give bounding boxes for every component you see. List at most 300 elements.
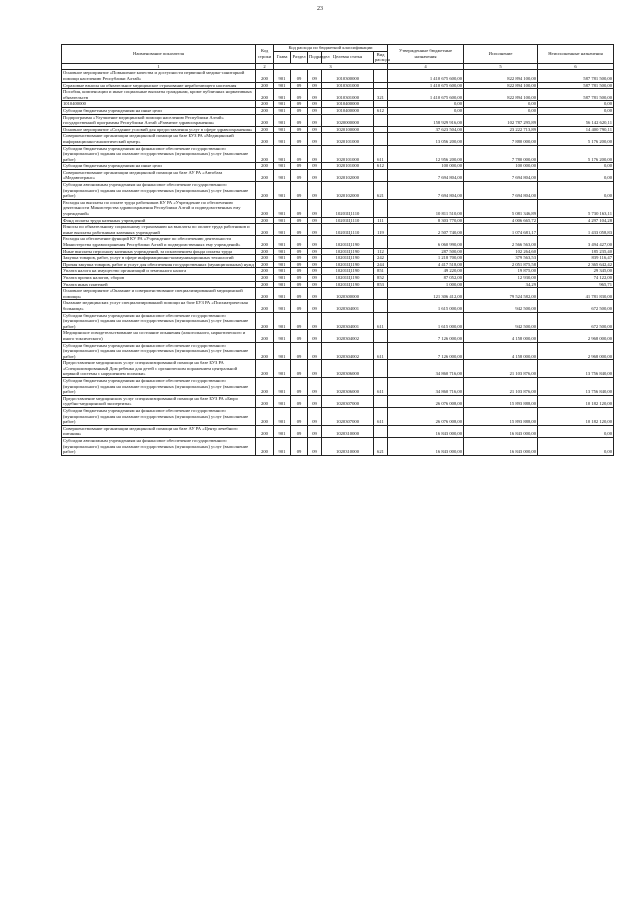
table-row [62,378,614,396]
row-approved: 1 615 000,00 [388,312,464,330]
row-line-code: 200 [256,274,274,281]
row-expense-type [374,236,388,248]
row-execution: 379 563,53 [464,255,538,262]
row-subsection: 09 [308,114,322,126]
row-line-code: 200 [256,395,274,407]
row-subsection: 09 [308,300,322,312]
row-unexecuted: 672 500,00 [538,312,614,330]
row-approved: 0,00 [388,107,464,114]
row-target: 1020310000 [322,425,374,437]
row-subsection: 09 [308,224,322,236]
row-target: 1020304001 [322,300,374,312]
row-chapter: 901 [274,114,291,126]
row-unexecuted: 839 116,47 [538,255,614,262]
row-execution: 102 264,60 [464,248,538,255]
row-subsection: 09 [308,182,322,200]
row-execution: 16 843 000,00 [464,438,538,456]
row-name: 1010400000 [62,101,256,108]
table-row [62,133,614,145]
row-expense-type: 853 [374,281,388,288]
row-chapter: 901 [274,425,291,437]
row-approved: 8 303 770,00 [388,217,464,224]
row-target: 1020304002 [322,330,374,342]
row-approved: 87 052,00 [388,274,464,281]
page-number: 23 [317,6,323,12]
row-expense-type: 119 [374,224,388,236]
row-line-code: 200 [256,145,274,163]
row-subsection: 09 [308,169,322,181]
row-unexecuted: 0,00 [538,182,614,200]
row-subsection: 09 [308,217,322,224]
row-approved: 26 076 008,00 [388,395,464,407]
row-line-code: 200 [256,360,274,378]
row-chapter: 901 [274,281,291,288]
row-subsection: 09 [308,70,322,82]
row-expense-type [374,199,388,217]
row-name: Основное мероприятие «Повышение качества и доступности первичной медико-санитарной помощи населению Республики Алтай» [62,70,256,82]
row-target: 1020102000 [322,169,374,181]
row-target: 1020101000 [322,145,374,163]
table-row [62,248,614,255]
row-expense-type [374,330,388,342]
row-line-code: 200 [256,300,274,312]
row-execution: 0,00 [464,107,538,114]
row-unexecuted: 0,00 [538,438,614,456]
row-name: Субсидии бюджетным учреждениям на финансовое обеспечение государственного (муниципального) задания на оказание государственных (муниципальных) услуг (выполнение работ) [62,342,256,360]
row-expense-type [374,395,388,407]
row-execution: 942 500,00 [464,312,538,330]
row-unexecuted: 2 968 000,00 [538,342,614,360]
row-subsection: 09 [308,408,322,426]
row-name: Уплата прочих налогов, сборов [62,274,256,281]
row-section: 09 [291,199,308,217]
row-execution: 19 875,00 [464,268,538,275]
row-execution: 2 566 563,00 [464,236,538,248]
row-unexecuted: 672 500,00 [538,300,614,312]
row-approved: 49 220,00 [388,268,464,275]
row-target: 1020304001 [322,312,374,330]
table-row [62,114,614,126]
table-row [62,274,614,281]
row-execution: 7 694 804,00 [464,182,538,200]
row-unexecuted: 14 400 790,11 [538,126,614,133]
row-line-code: 200 [256,378,274,396]
row-subsection: 09 [308,342,322,360]
row-section: 09 [291,342,308,360]
row-target: 1010400000 [322,107,374,114]
row-unexecuted: 5 176 200,00 [538,133,614,145]
row-subsection: 09 [308,248,322,255]
header-subsection: Подраздел [308,51,322,63]
table-body [62,70,614,455]
row-chapter: 901 [274,182,291,200]
row-chapter: 901 [274,169,291,181]
row-section: 09 [291,438,308,456]
row-execution: 100 000,00 [464,163,538,170]
row-execution: 12 930,00 [464,274,538,281]
table-row [62,145,614,163]
row-unexecuted: 2 968 000,00 [538,330,614,342]
row-execution: 7 780 000,00 [464,145,538,163]
row-expense-type: 621 [374,182,388,200]
row-section: 09 [291,360,308,378]
row-section: 09 [291,408,308,426]
row-target: 10201Ц1190 [322,268,374,275]
header-bk-group: Код расхода по бюджетной классификации [274,45,388,52]
row-execution: 23 222 713,89 [464,126,538,133]
row-unexecuted: 185 235,40 [538,248,614,255]
row-name: Предоставление медицинских услуг специализированной помощи на базе БУЗ РА «Бюро судебно-медицинской экспертизы» [62,395,256,407]
row-chapter: 901 [274,236,291,248]
row-approved: 12 956 200,00 [388,145,464,163]
header-row-1 [62,45,614,52]
row-approved: 1 218 700,00 [388,255,464,262]
row-execution: 822 894 100,00 [464,70,538,82]
row-chapter: 901 [274,438,291,456]
header-approved: Утвержденные бюджетные назначения [388,45,464,64]
row-expense-type: 611 [374,408,388,426]
row-target: 1020310000 [322,438,374,456]
row-chapter: 901 [274,395,291,407]
row-chapter: 901 [274,199,291,217]
row-chapter: 901 [274,248,291,255]
row-execution: 5 081 346,89 [464,199,538,217]
row-chapter: 901 [274,330,291,342]
row-target: 1010301000 [322,89,374,101]
header-name: Наименование показателя [62,45,256,64]
row-line-code: 200 [256,182,274,200]
row-unexecuted: 587 781 500,00 [538,89,614,101]
row-chapter: 901 [274,70,291,82]
row-subsection: 09 [308,261,322,268]
row-section: 09 [291,255,308,262]
row-execution: 15 893 888,00 [464,395,538,407]
row-chapter: 901 [274,288,291,300]
row-target: 1010300000 [322,70,374,82]
row-expense-type: 621 [374,438,388,456]
row-name: Субсидии бюджетным учреждениям на иные цели [62,107,256,114]
row-unexecuted: 2 365 642,42 [538,261,614,268]
table-row [62,268,614,275]
row-unexecuted: 965,71 [538,281,614,288]
row-approved: 287 500,00 [388,248,464,255]
row-section: 09 [291,145,308,163]
row-line-code: 200 [256,330,274,342]
row-line-code: 200 [256,199,274,217]
row-subsection: 09 [308,101,322,108]
row-unexecuted: 10 182 120,00 [538,408,614,426]
row-approved: 7 126 000,00 [388,330,464,342]
row-approved: 13 056 200,00 [388,133,464,145]
row-unexecuted: 74 122,00 [538,274,614,281]
header-unexecuted: Неисполненные назначения [538,45,614,64]
row-unexecuted: 56 142 620,11 [538,114,614,126]
row-line-code: 200 [256,425,274,437]
row-chapter: 901 [274,145,291,163]
row-approved: 6 060 990,00 [388,236,464,248]
table-row [62,342,614,360]
row-unexecuted: 41 781 830,00 [538,288,614,300]
row-section: 09 [291,82,308,89]
row-section: 09 [291,163,308,170]
table-row [62,217,614,224]
row-unexecuted: 0,00 [538,163,614,170]
row-chapter: 901 [274,126,291,133]
row-chapter: 901 [274,274,291,281]
row-target: 1020102000 [322,182,374,200]
row-expense-type [374,82,388,89]
row-expense-type [374,70,388,82]
row-subsection: 09 [308,133,322,145]
row-line-code: 200 [256,89,274,101]
header-line-code: Код строки [256,45,274,64]
table-row [62,288,614,300]
row-expense-type: 321 [374,89,388,101]
row-expense-type: 851 [374,268,388,275]
table-row [62,360,614,378]
row-execution: 2 051 875,58 [464,261,538,268]
row-approved: 158 929 916,00 [388,114,464,126]
row-section: 09 [291,236,308,248]
row-line-code: 200 [256,248,274,255]
table-row [62,224,614,236]
header-target: Целевая статья [322,51,374,63]
table-row [62,261,614,268]
header-chapter: Глава [274,51,291,63]
row-name: Расходы на обеспечение функций КУ РА «Учреждение по обеспечению деятельности Министерства здравоохранения Республики Алтай и подведомственных ему учреждений» [62,236,256,248]
row-line-code: 200 [256,163,274,170]
row-execution: 21 103 876,00 [464,360,538,378]
row-section: 09 [291,217,308,224]
table-row [62,236,614,248]
table-row [62,126,614,133]
row-unexecuted: 13 756 840,00 [538,378,614,396]
row-name: Подпрограмма «Улучшение медицинской помощи населению Республики Алтай» государственной программы Республики Алтай «Развитие здравоохранения» [62,114,256,126]
row-name: Предоставление медицинских услуг специализированной помощи на базе БУЗ РА «Специализированный Дом ребенка для детей с органическим поражением центральной нервной системы с нарушением психики» [62,360,256,378]
row-execution: 942 500,00 [464,300,538,312]
row-chapter: 901 [274,217,291,224]
row-approved: 34 860 716,00 [388,378,464,396]
row-target: 10201Ц1190 [322,255,374,262]
row-unexecuted: 1 433 058,83 [538,224,614,236]
row-subsection: 09 [308,107,322,114]
row-target: 10201Ц1110 [322,224,374,236]
row-chapter: 901 [274,82,291,89]
row-expense-type: 112 [374,248,388,255]
row-unexecuted: 13 756 840,00 [538,360,614,378]
row-expense-type: 242 [374,255,388,262]
row-expense-type [374,169,388,181]
row-section: 09 [291,101,308,108]
row-line-code: 200 [256,268,274,275]
row-target: 1020101000 [322,163,374,170]
row-name: Взносы по обязательному социальному страхованию на выплаты по оплате труда работников и иные выплаты работникам казенных учреждений [62,224,256,236]
row-unexecuted: 4 297 104,28 [538,217,614,224]
row-target: 1010301000 [322,82,374,89]
row-line-code: 200 [256,255,274,262]
header-num-4: 4 [388,63,464,70]
row-name: Основное мероприятие «Создание условий для предоставления услуг в сфере здравоохранения» [62,126,256,133]
row-section: 09 [291,281,308,288]
row-name: Закупка товаров, работ, услуг в сфере информационно-коммуникационных технологий [62,255,256,262]
row-subsection: 09 [308,268,322,275]
row-section: 09 [291,89,308,101]
row-execution: 102 787 295,89 [464,114,538,126]
row-section: 09 [291,248,308,255]
row-section: 09 [291,169,308,181]
row-line-code: 200 [256,312,274,330]
row-expense-type [374,360,388,378]
table-row [62,312,614,330]
row-line-code: 200 [256,224,274,236]
table-row [62,281,614,288]
row-section: 09 [291,182,308,200]
row-line-code: 200 [256,114,274,126]
row-target: 1020101000 [322,133,374,145]
row-chapter: 901 [274,163,291,170]
row-subsection: 09 [308,360,322,378]
row-chapter: 901 [274,408,291,426]
row-section: 09 [291,133,308,145]
row-expense-type [374,101,388,108]
table-row [62,101,614,108]
row-expense-type [374,300,388,312]
header-num-5: 5 [464,63,538,70]
row-target: 10201Ц1190 [322,274,374,281]
row-name: Субсидии автономным учреждениям на финансовое обеспечение государственного (муниципального) задания на оказание государственных (муниципальных) услуг (выполнение работ) [62,438,256,456]
table-row [62,70,614,82]
table-row [62,89,614,101]
row-approved: 7 694 804,00 [388,169,464,181]
row-line-code: 200 [256,101,274,108]
row-target: 1020306000 [322,360,374,378]
row-subsection: 09 [308,236,322,248]
row-section: 09 [291,395,308,407]
row-name: Субсидии автономным учреждениям на финансовое обеспечение государственного (муниципального) задания на оказание государственных (муниципальных) услуг (выполнение работ) [62,182,256,200]
row-target: 1020300000 [322,288,374,300]
row-unexecuted: 3 494 427,00 [538,236,614,248]
row-name: Иные выплаты персоналу казенных учреждений, за исключением фонда оплаты труда [62,248,256,255]
row-unexecuted: 5 730 163,11 [538,199,614,217]
row-execution: 1 074 681,17 [464,224,538,236]
row-target: 1020304002 [322,342,374,360]
row-chapter: 901 [274,300,291,312]
row-target: 1020307000 [322,408,374,426]
row-name: Субсидии бюджетным учреждениям на иные цели [62,163,256,170]
row-approved: 121 306 412,00 [388,288,464,300]
row-execution: 4 158 000,00 [464,330,538,342]
row-subsection: 09 [308,330,322,342]
row-name: Прочая закупка товаров, работ и услуг для обеспечения государственных (муниципальных) нужд [63,261,254,267]
row-section: 09 [291,274,308,281]
row-section: 09 [291,261,308,268]
row-section: 09 [291,312,308,330]
row-section: 09 [291,378,308,396]
row-line-code: 200 [256,261,274,268]
row-chapter: 901 [274,312,291,330]
row-approved: 37 623 504,00 [388,126,464,133]
row-section: 09 [291,114,308,126]
row-execution: 822 894 100,00 [464,82,538,89]
row-line-code: 200 [256,217,274,224]
row-unexecuted: 0,00 [538,169,614,181]
row-approved: 2 507 740,00 [388,224,464,236]
row-expense-type: 611 [374,378,388,396]
row-subsection: 09 [308,82,322,89]
table-row [62,255,614,262]
row-name: Страховые взносы на обязательное медицинское страхование неработающего населения [62,82,256,89]
row-execution: 15 893 888,00 [464,408,538,426]
table-row [62,425,614,437]
row-name: Субсидии бюджетным учреждениям на финансовое обеспечение государственного (муниципального) задания на оказание государственных (муниципальных) услуг (выполнение работ) [62,312,256,330]
row-execution: 4 006 665,72 [464,217,538,224]
row-target: 1020000000 [322,114,374,126]
row-section: 09 [291,288,308,300]
row-target: 10201Ц1190 [322,261,374,268]
row-expense-type: 611 [374,342,388,360]
row-unexecuted: 10 182 120,00 [538,395,614,407]
row-chapter: 901 [274,342,291,360]
row-subsection: 09 [308,255,322,262]
row-approved: 34 860 716,00 [388,360,464,378]
row-execution: 21 103 876,00 [464,378,538,396]
row-approved: 1 410 675 600,00 [388,70,464,82]
row-chapter: 901 [274,261,291,268]
row-expense-type: 111 [374,217,388,224]
row-section: 09 [291,70,308,82]
row-line-code: 200 [256,236,274,248]
row-target: 1020306000 [322,378,374,396]
budget-execution-table [61,44,614,456]
row-target: 10201Ц1110 [322,217,374,224]
row-expense-type: 611 [374,145,388,163]
header-num-2: 2 [256,63,274,70]
row-subsection: 09 [308,163,322,170]
row-expense-type: 612 [374,107,388,114]
row-section: 09 [291,425,308,437]
row-expense-type: 852 [374,274,388,281]
table-row [62,438,614,456]
row-approved: 0,00 [388,101,464,108]
row-line-code: 200 [256,126,274,133]
row-execution: 16 843 000,00 [464,425,538,437]
table-row [62,82,614,89]
row-expense-type [374,126,388,133]
row-line-code: 200 [256,107,274,114]
row-section: 09 [291,330,308,342]
row-chapter: 901 [274,378,291,396]
row-name: Медицинское освидетельствование на состояние опьянения (алкогольного, наркотического и иного токсического) [62,330,256,342]
row-subsection: 09 [308,288,322,300]
header-num-1: 1 [62,63,256,70]
row-target: 10201Ц1190 [322,248,374,255]
row-execution: 822 894 100,00 [464,89,538,101]
table-row [62,330,614,342]
row-line-code: 200 [256,288,274,300]
row-chapter: 901 [274,101,291,108]
row-execution: 0,00 [464,101,538,108]
table-row [62,395,614,407]
row-section: 09 [291,224,308,236]
row-expense-type [374,133,388,145]
row-approved: 16 843 000,00 [388,438,464,456]
row-subsection: 09 [308,89,322,101]
table-row [62,182,614,200]
row-section: 09 [291,107,308,114]
row-line-code: 200 [256,169,274,181]
header-execution: Исполнение [464,45,538,64]
row-approved: 1 615 000,00 [388,300,464,312]
